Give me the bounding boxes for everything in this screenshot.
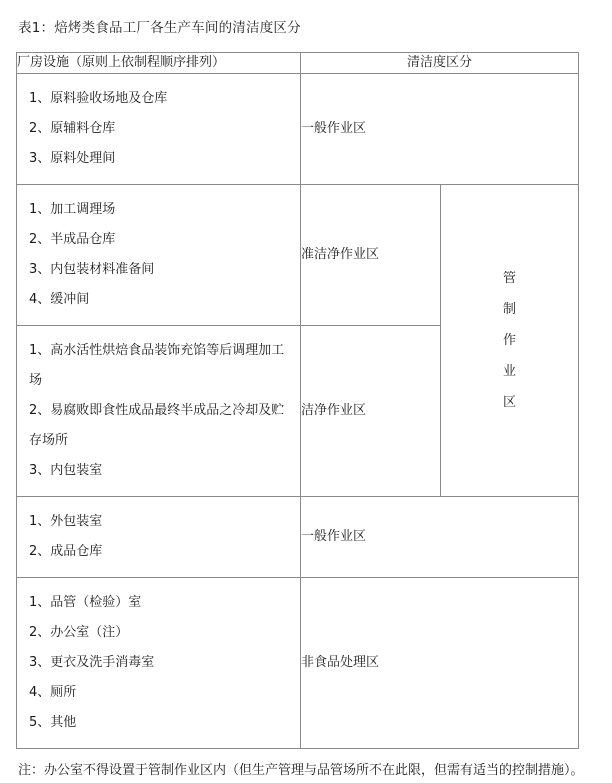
facility-cell	[17, 74, 301, 185]
group-zone-char: 业	[503, 364, 517, 379]
list-item: 4、缓冲间	[29, 292, 90, 307]
list-item: 3、内包装室	[29, 463, 103, 478]
table-row	[17, 74, 579, 185]
cleanliness-table	[16, 52, 579, 749]
list-item: 2、原辅料仓库	[29, 121, 116, 136]
list-item: 5、其他	[29, 715, 77, 730]
group-zone-label	[441, 263, 578, 418]
header-cell-facility: 厂房设施（原则上依制程顺序排列）	[17, 53, 301, 74]
list-item: 2、易腐败即食性成品最终半成品之冷却及贮存场所	[29, 403, 285, 448]
zone-cell: 准洁净作业区	[301, 185, 441, 326]
list-item: 2、半成品仓库	[29, 232, 116, 247]
list-item: 3、更衣及洗手消毒室	[29, 655, 155, 670]
group-zone-char: 制	[503, 302, 517, 317]
list-item: 1、品管（检验）室	[29, 595, 142, 610]
table-header-row	[17, 53, 579, 74]
table-row	[17, 185, 579, 326]
page-title: 表1：焙烤类食品工厂各生产车间的清洁度区分	[18, 20, 301, 36]
header-cell-cleanliness: 清洁度区分	[301, 53, 579, 74]
facility-cell	[17, 578, 301, 749]
zone-cell: 洁净作业区	[301, 326, 441, 497]
list-item: 1、加工调理场	[29, 202, 116, 217]
group-zone-cell	[441, 185, 579, 497]
list-item: 1、原料验收场地及仓库	[29, 91, 168, 106]
zone-cell: 非食品处理区	[301, 578, 579, 749]
table-row	[17, 497, 579, 578]
facility-cell	[17, 185, 301, 326]
list-item: 4、厕所	[29, 685, 77, 700]
zone-cell: 一般作业区	[301, 497, 579, 578]
group-zone-char: 管	[503, 271, 517, 286]
group-zone-char: 作	[503, 333, 517, 348]
facility-cell	[17, 326, 301, 497]
list-item: 1、外包装室	[29, 514, 103, 529]
facility-cell	[17, 497, 301, 578]
group-zone-char: 区	[503, 395, 517, 410]
list-item: 2、成品仓库	[29, 544, 103, 559]
list-item: 3、内包装材料准备间	[29, 262, 155, 277]
zone-cell: 一般作业区	[301, 74, 579, 185]
list-item: 1、高水活性烘焙食品装饰充馅等后调理加工场	[29, 343, 285, 388]
table-row	[17, 578, 579, 749]
list-item: 3、原料处理间	[29, 151, 116, 166]
list-item: 2、办公室（注）	[29, 625, 129, 640]
table-footnote: 注：办公室不得设置于管制作业区内（但生产管理与品管场所不在此限，但需有适当的控制措施）。	[18, 763, 584, 778]
